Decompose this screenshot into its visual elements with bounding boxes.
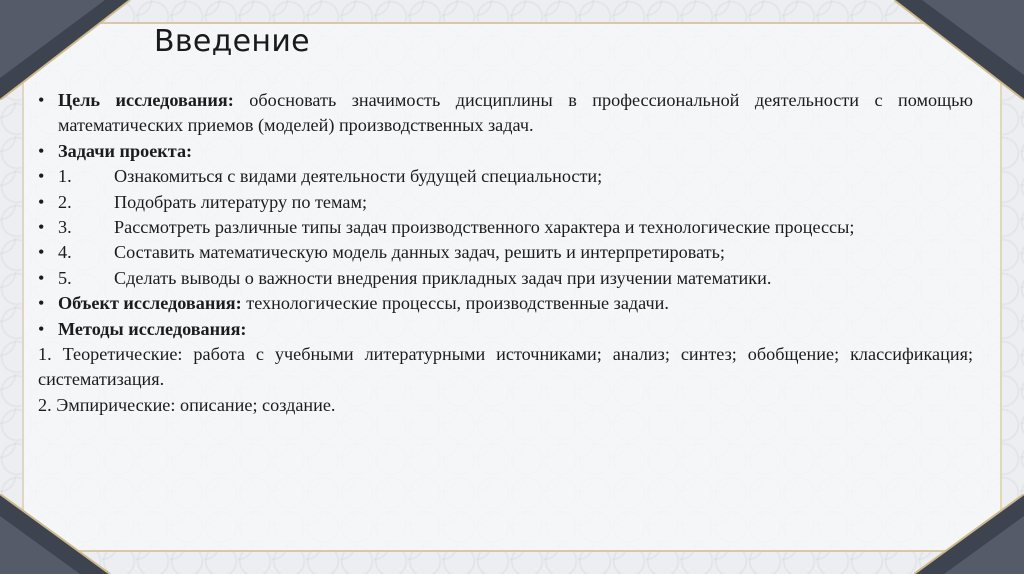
bullet: •	[38, 217, 45, 238]
slide-title: Введение	[154, 24, 310, 59]
goal-item	[38, 88, 973, 139]
task-text: Ознакомиться с видами деятельности будущей специальности;	[114, 166, 603, 187]
bullet: •	[38, 191, 45, 212]
bullet: •	[38, 267, 45, 288]
task-item	[38, 164, 973, 189]
task-number: 5.	[58, 267, 72, 288]
object-item	[38, 291, 973, 316]
methods-heading: Методы исследования:	[58, 318, 247, 339]
frame-line	[1000, 22, 1002, 552]
corner-decoration-top-right	[894, 0, 1024, 100]
frame-line	[22, 550, 1002, 552]
slide-body	[38, 88, 973, 418]
corner-decoration-bottom-right	[914, 494, 1024, 574]
task-number: 4.	[58, 242, 72, 263]
task-item	[38, 215, 973, 240]
task-number: 1.	[58, 166, 72, 187]
goal-label: Цель исследования:	[58, 90, 234, 110]
task-item	[38, 266, 973, 291]
task-text: Сделать выводы о важности внедрения прикладных задач при изучении математики.	[114, 267, 772, 288]
task-item	[38, 190, 973, 215]
bullet: •	[38, 318, 45, 339]
goal-text: обосновать значимость дисциплины в профессиональной деятельности с помощью математических приемов (моделей) производственных задач.	[58, 90, 973, 136]
method-theoretical: 1. Теоретические: работа с учебными литературными источниками; анализ; синтез; обобщение; классификация; систематизация.	[38, 344, 973, 390]
task-text: Рассмотреть различные типы задач производственного характера и технологические процессы;	[114, 217, 855, 238]
frame-line	[22, 22, 24, 552]
bullet: •	[38, 242, 45, 263]
task-text: Подобрать литературу по темам;	[114, 191, 368, 212]
bullet: •	[38, 166, 45, 187]
task-number: 2.	[58, 191, 72, 212]
method-empirical: 2. Эмпирические: описание; создание.	[38, 394, 336, 415]
corner-decoration-top-left	[0, 0, 150, 100]
bullet: •	[38, 140, 45, 161]
methods-heading-item	[38, 317, 973, 342]
task-text: Составить математическую модель данных задач, решить и интерпретировать;	[114, 242, 725, 263]
corner-decoration-bottom-left	[0, 494, 110, 574]
tasks-heading-item	[38, 139, 973, 164]
task-number: 3.	[58, 217, 72, 238]
task-item	[38, 240, 973, 265]
bullet: •	[38, 90, 45, 110]
tasks-heading: Задачи проекта:	[58, 140, 193, 161]
object-text: технологические процессы, производственные задачи.	[241, 293, 669, 314]
bullet: •	[38, 293, 45, 314]
object-label: Объект исследования:	[58, 293, 242, 314]
